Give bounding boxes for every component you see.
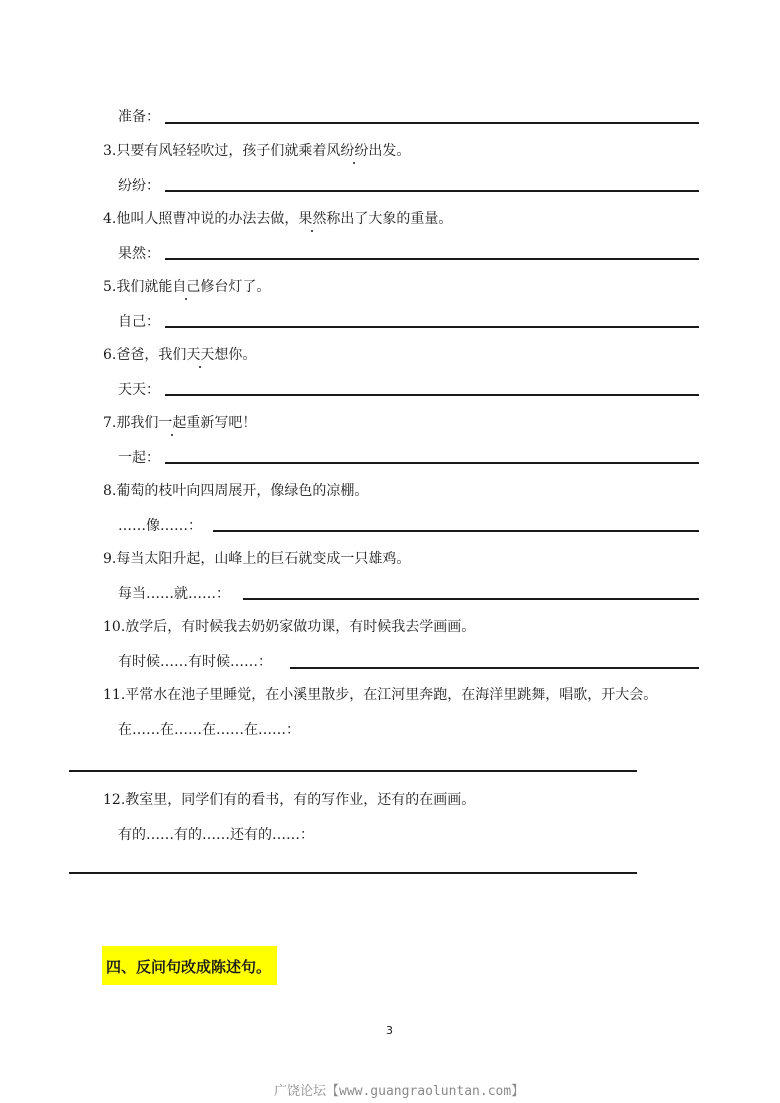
dotted-word: 天天 [186, 347, 215, 363]
question-8 [103, 481, 368, 501]
answer-line-12[interactable] [69, 872, 637, 874]
answer-label-1: 准备： [118, 109, 160, 125]
question-text: 爸爸，我们 [116, 347, 187, 363]
question-text: 出发。 [368, 143, 411, 159]
answer-label-7: 一起： [118, 450, 160, 466]
question-10 [103, 617, 475, 637]
footer-watermark: 广饶论坛【www.guangraoluntan.com】 [274, 1084, 525, 1099]
answer-label-12: 有的……有的……还有的……： [118, 827, 314, 843]
question-4 [103, 209, 452, 229]
question-3 [103, 141, 410, 161]
question-number: 7. [103, 415, 117, 431]
question-text: 只要有风轻轻吹过，孩子们就乘着风 [116, 143, 341, 159]
dotted-word: 一起 [158, 415, 187, 431]
question-6 [103, 345, 256, 365]
question-text: 我们就能 [116, 279, 173, 295]
answer-line-1[interactable] [165, 122, 699, 124]
answer-label-8: ……像……： [118, 518, 202, 534]
question-number: 9. [103, 551, 117, 567]
answer-label-3: 纷纷： [118, 178, 160, 194]
question-number: 4. [103, 211, 117, 227]
dotted-word: 自己 [172, 279, 201, 295]
question-text: 重新写吧！ [186, 415, 257, 431]
question-text: 那我们 [116, 415, 159, 431]
question-number: 10. [103, 619, 126, 635]
answer-line-10[interactable] [290, 667, 699, 669]
answer-label-9: 每当……就……： [118, 586, 230, 602]
question-text: 他叫人照曹冲说的办法去做， [116, 211, 299, 227]
answer-label-6: 天天： [118, 382, 160, 398]
page-number: 3 [386, 1024, 393, 1037]
question-number: 12. [103, 792, 126, 808]
answer-label-5: 自己： [118, 314, 160, 330]
question-text: 想你。 [214, 347, 257, 363]
question-11 [103, 685, 657, 705]
question-12 [103, 790, 475, 810]
question-text: 平常水在池子里睡觉，在小溪里散步，在江河里奔跑，在海洋里跳舞，唱歌，开大会。 [125, 687, 658, 703]
answer-label-11: 在……在……在……在……： [118, 722, 300, 738]
answer-label-4: 果然： [118, 246, 160, 262]
question-text: 教室里，同学们有的看书，有的写作业，还有的在画画。 [125, 792, 476, 808]
question-text: 修台灯了。 [200, 279, 271, 295]
question-number: 3. [103, 143, 117, 159]
question-9 [103, 549, 410, 569]
answer-line-4[interactable] [165, 258, 699, 260]
dotted-word: 纷纷 [340, 143, 369, 159]
answer-line-8[interactable] [213, 530, 699, 532]
section-heading: 四、反问句改成陈述句。 [102, 946, 277, 985]
question-text: 称出了大象的重量。 [326, 211, 453, 227]
question-number: 5. [103, 279, 117, 295]
question-5 [103, 277, 270, 297]
question-text: 葡萄的枝叶向四周展开，像绿色的凉棚。 [116, 483, 369, 499]
question-number: 6. [103, 347, 117, 363]
answer-line-9[interactable] [243, 598, 699, 600]
answer-line-5[interactable] [165, 326, 699, 328]
question-text: 每当太阳升起，山峰上的巨石就变成一只雄鸡。 [116, 551, 411, 567]
question-7 [103, 413, 256, 433]
question-number: 8. [103, 483, 117, 499]
question-number: 11. [103, 687, 126, 703]
answer-line-3[interactable] [165, 190, 699, 192]
answer-label-10: 有时候……有时候……： [118, 654, 272, 670]
dotted-word: 果然 [298, 211, 327, 227]
answer-line-11[interactable] [69, 770, 637, 772]
answer-line-7[interactable] [165, 462, 699, 464]
question-text: 放学后，有时候我去奶奶家做功课，有时候我去学画画。 [125, 619, 476, 635]
answer-line-6[interactable] [165, 394, 699, 396]
